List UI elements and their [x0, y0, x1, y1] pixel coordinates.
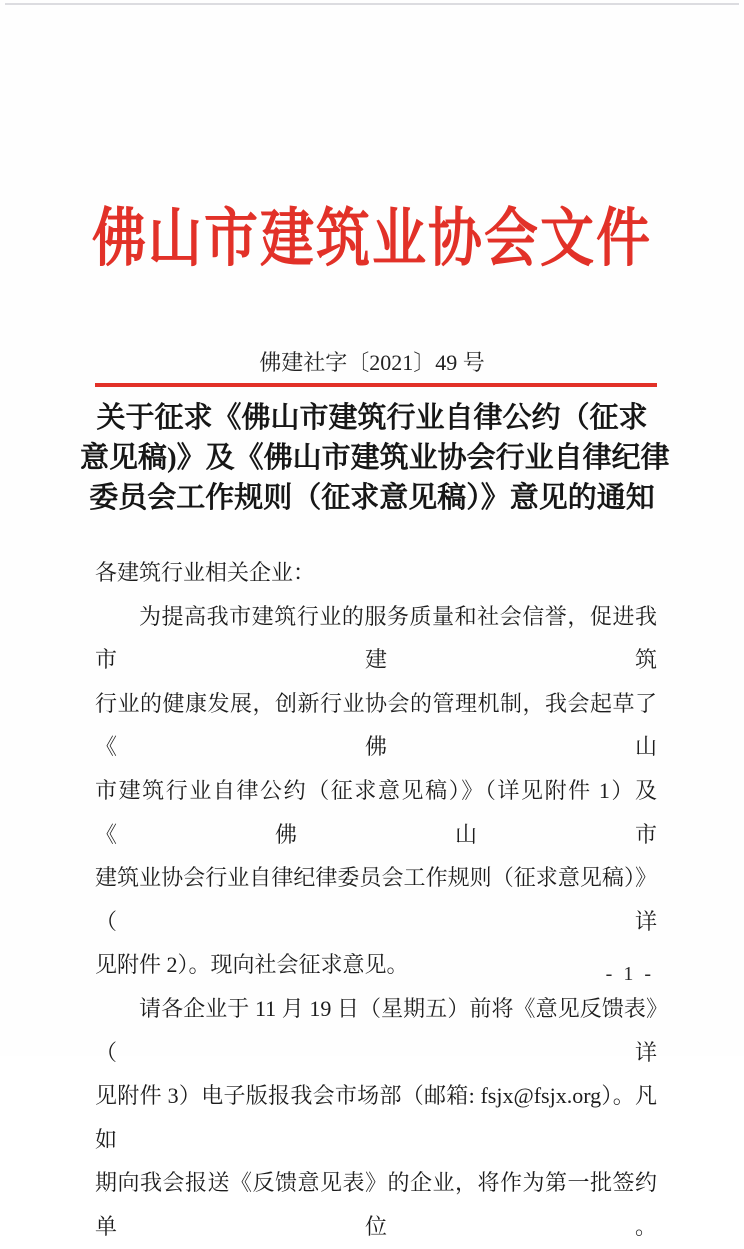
body-line: 见附件 2）。现向社会征求意见。	[95, 952, 409, 978]
body-line: 见附件 3）电子版报我会市场部（邮箱: fsjx@fsjx.org）。凡如	[95, 1083, 657, 1152]
salutation-line: 各建筑行业相关企业：	[95, 560, 316, 585]
body-line: 市建筑行业自律公约（征求意见稿）》（详见附件 1）及《佛山市	[95, 777, 657, 847]
document-number: 佛建社字〔2021〕49 号	[259, 350, 485, 375]
notice-title-line: 关于征求《佛山市建筑行业自律公约（征求	[96, 402, 648, 434]
notice-body	[95, 551, 657, 1249]
body-line: 建筑业协会行业自律纪律委员会工作规则（征求意见稿）》（详	[95, 865, 657, 934]
notice-title	[80, 398, 670, 518]
page-number: - 1 -	[605, 963, 654, 985]
scan-edge-artifact	[5, 3, 739, 5]
letterhead-title: 佛山市建筑业协会文件	[92, 203, 652, 275]
body-line: 行业的健康发展，创新行业协会的管理机制，我会起草了《佛山	[95, 690, 657, 760]
red-divider-line	[95, 383, 657, 387]
body-line: 请各企业于 11 月 19 日（星期五）前将《意见反馈表》（详	[95, 995, 657, 1065]
body-line: 为提高我市建筑行业的服务质量和社会信誉，促进我市建筑	[95, 603, 657, 673]
notice-title-line: 委员会工作规则（征求意见稿）》意见的通知	[89, 482, 655, 514]
notice-title-line: 意见稿)》及《佛山市建筑业协会行业自律纪律	[80, 442, 670, 474]
body-line: 期向我会报送《反馈意见表》的企业，将作为第一批签约单位。	[95, 1170, 657, 1239]
